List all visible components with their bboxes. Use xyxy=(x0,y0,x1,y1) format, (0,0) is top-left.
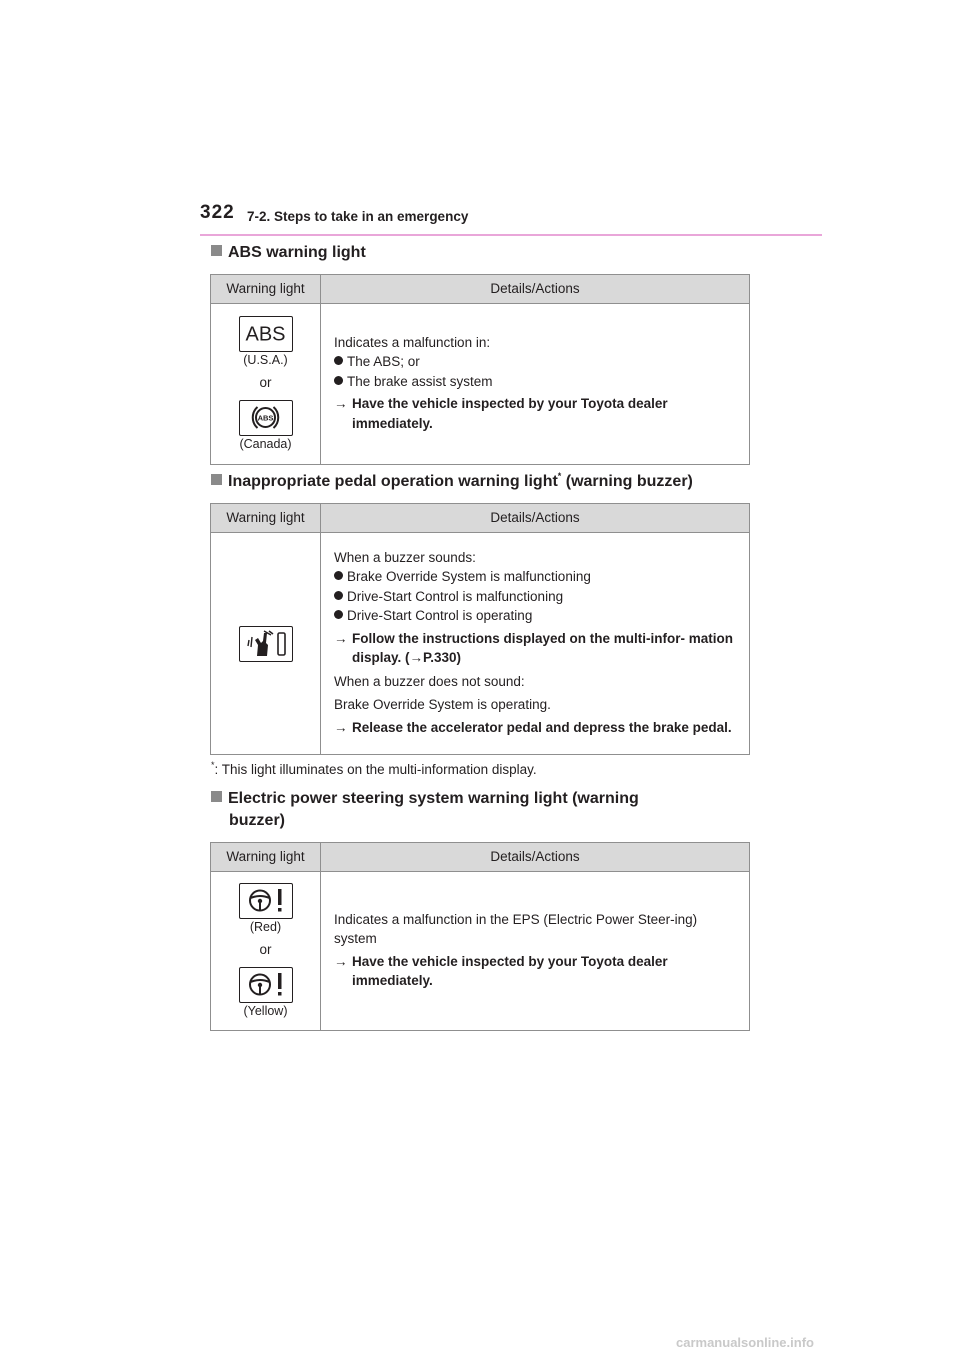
abs-intro: Indicates a malfunction in: xyxy=(334,334,491,350)
bullet-dot-icon xyxy=(334,571,343,580)
square-bullet-icon xyxy=(211,245,222,256)
table-row xyxy=(211,872,750,1031)
steering-wheel-warning-icon xyxy=(239,967,293,1003)
bullet-dot-icon xyxy=(334,610,343,619)
abs-heading: ABS warning light xyxy=(211,242,366,264)
pedal-action-2: → Release the accelerator pedal and depress the brake pedal. xyxy=(334,718,743,738)
pedal-no-sound-line: Brake Override System is operating. xyxy=(334,697,551,713)
svg-text:ABS: ABS xyxy=(244,323,286,346)
pedal-table xyxy=(210,503,750,755)
pedal-warning-icon xyxy=(239,626,293,662)
eps-heading: Electric power steering system warning light (warning buzzer) xyxy=(211,788,639,832)
list-item: Drive-Start Control is operating xyxy=(334,606,743,626)
eps-details-cell xyxy=(321,872,750,1031)
pedal-no-sound-intro: When a buzzer does not sound: xyxy=(334,673,525,689)
caption-red: (Red) xyxy=(249,920,282,934)
caption-yellow: (Yellow) xyxy=(243,1004,288,1018)
watermark: carmanualsonline.info xyxy=(676,1335,814,1350)
bullet-dot-icon xyxy=(334,376,343,385)
bullet-dot-icon xyxy=(334,356,343,365)
arrow-icon: → xyxy=(334,719,348,735)
caption-canada: (Canada) xyxy=(239,437,292,451)
abs-text-icon xyxy=(239,316,293,352)
svg-text:ABS: ABS xyxy=(257,413,273,423)
list-item: Brake Override System is malfunctioning xyxy=(334,567,743,587)
page-number: 322 xyxy=(200,202,235,223)
pedal-heading: Inappropriate pedal operation warning light* (warning buzzer) xyxy=(211,471,693,493)
caption-usa: (U.S.A.) xyxy=(243,353,288,367)
col-header-light: Warning light xyxy=(211,275,321,304)
col-header-details: Details/Actions xyxy=(321,504,750,533)
or-label: or xyxy=(259,375,272,390)
pedal-action-1: → Follow the instructions displayed on the multi-infor- mation display. (→P.330) xyxy=(334,630,734,666)
abs-light-cell xyxy=(211,304,321,465)
col-header-details: Details/Actions xyxy=(321,275,750,304)
col-header-light: Warning light xyxy=(211,843,321,872)
pedal-sounds-intro: When a buzzer sounds: xyxy=(334,549,476,565)
or-label: or xyxy=(259,942,272,957)
abs-action: → Have the vehicle inspected by your Toyota dealer immediately. xyxy=(334,396,668,431)
list-item: The brake assist system xyxy=(334,372,743,392)
bullet-dot-icon xyxy=(334,591,343,600)
table-row xyxy=(211,533,750,755)
abs-circle-icon xyxy=(239,400,293,436)
section-title: 7-2. Steps to take in an emergency xyxy=(247,209,469,224)
arrow-icon: → xyxy=(334,630,348,646)
page-header xyxy=(200,202,822,236)
arrow-icon: → xyxy=(409,650,424,666)
square-bullet-icon xyxy=(211,474,222,485)
eps-details: Indicates a malfunction in the EPS (Electric Power Steer-ing) system xyxy=(334,911,698,946)
eps-table xyxy=(210,842,750,1031)
col-header-details: Details/Actions xyxy=(321,843,750,872)
abs-table xyxy=(210,274,750,465)
steering-wheel-warning-icon xyxy=(239,883,293,919)
arrow-icon: → xyxy=(334,396,348,412)
page-reference: P.330) xyxy=(423,650,462,666)
table-row xyxy=(211,304,750,465)
eps-light-cell xyxy=(211,872,321,1031)
eps-action: → Have the vehicle inspected by your Toyota dealer immediately. xyxy=(334,953,668,988)
footnote: *: This light illuminates on the multi-information display. xyxy=(211,760,537,777)
table-header-row xyxy=(211,843,750,872)
list-item: The ABS; or xyxy=(334,352,743,372)
table-header-row xyxy=(211,275,750,304)
pedal-details-cell xyxy=(321,533,750,755)
col-header-light: Warning light xyxy=(211,504,321,533)
square-bullet-icon xyxy=(211,791,222,802)
arrow-icon: → xyxy=(334,953,348,969)
abs-details-cell xyxy=(321,304,750,465)
list-item: Drive-Start Control is malfunctioning xyxy=(334,587,743,607)
pedal-light-cell xyxy=(211,533,321,755)
table-header-row xyxy=(211,504,750,533)
